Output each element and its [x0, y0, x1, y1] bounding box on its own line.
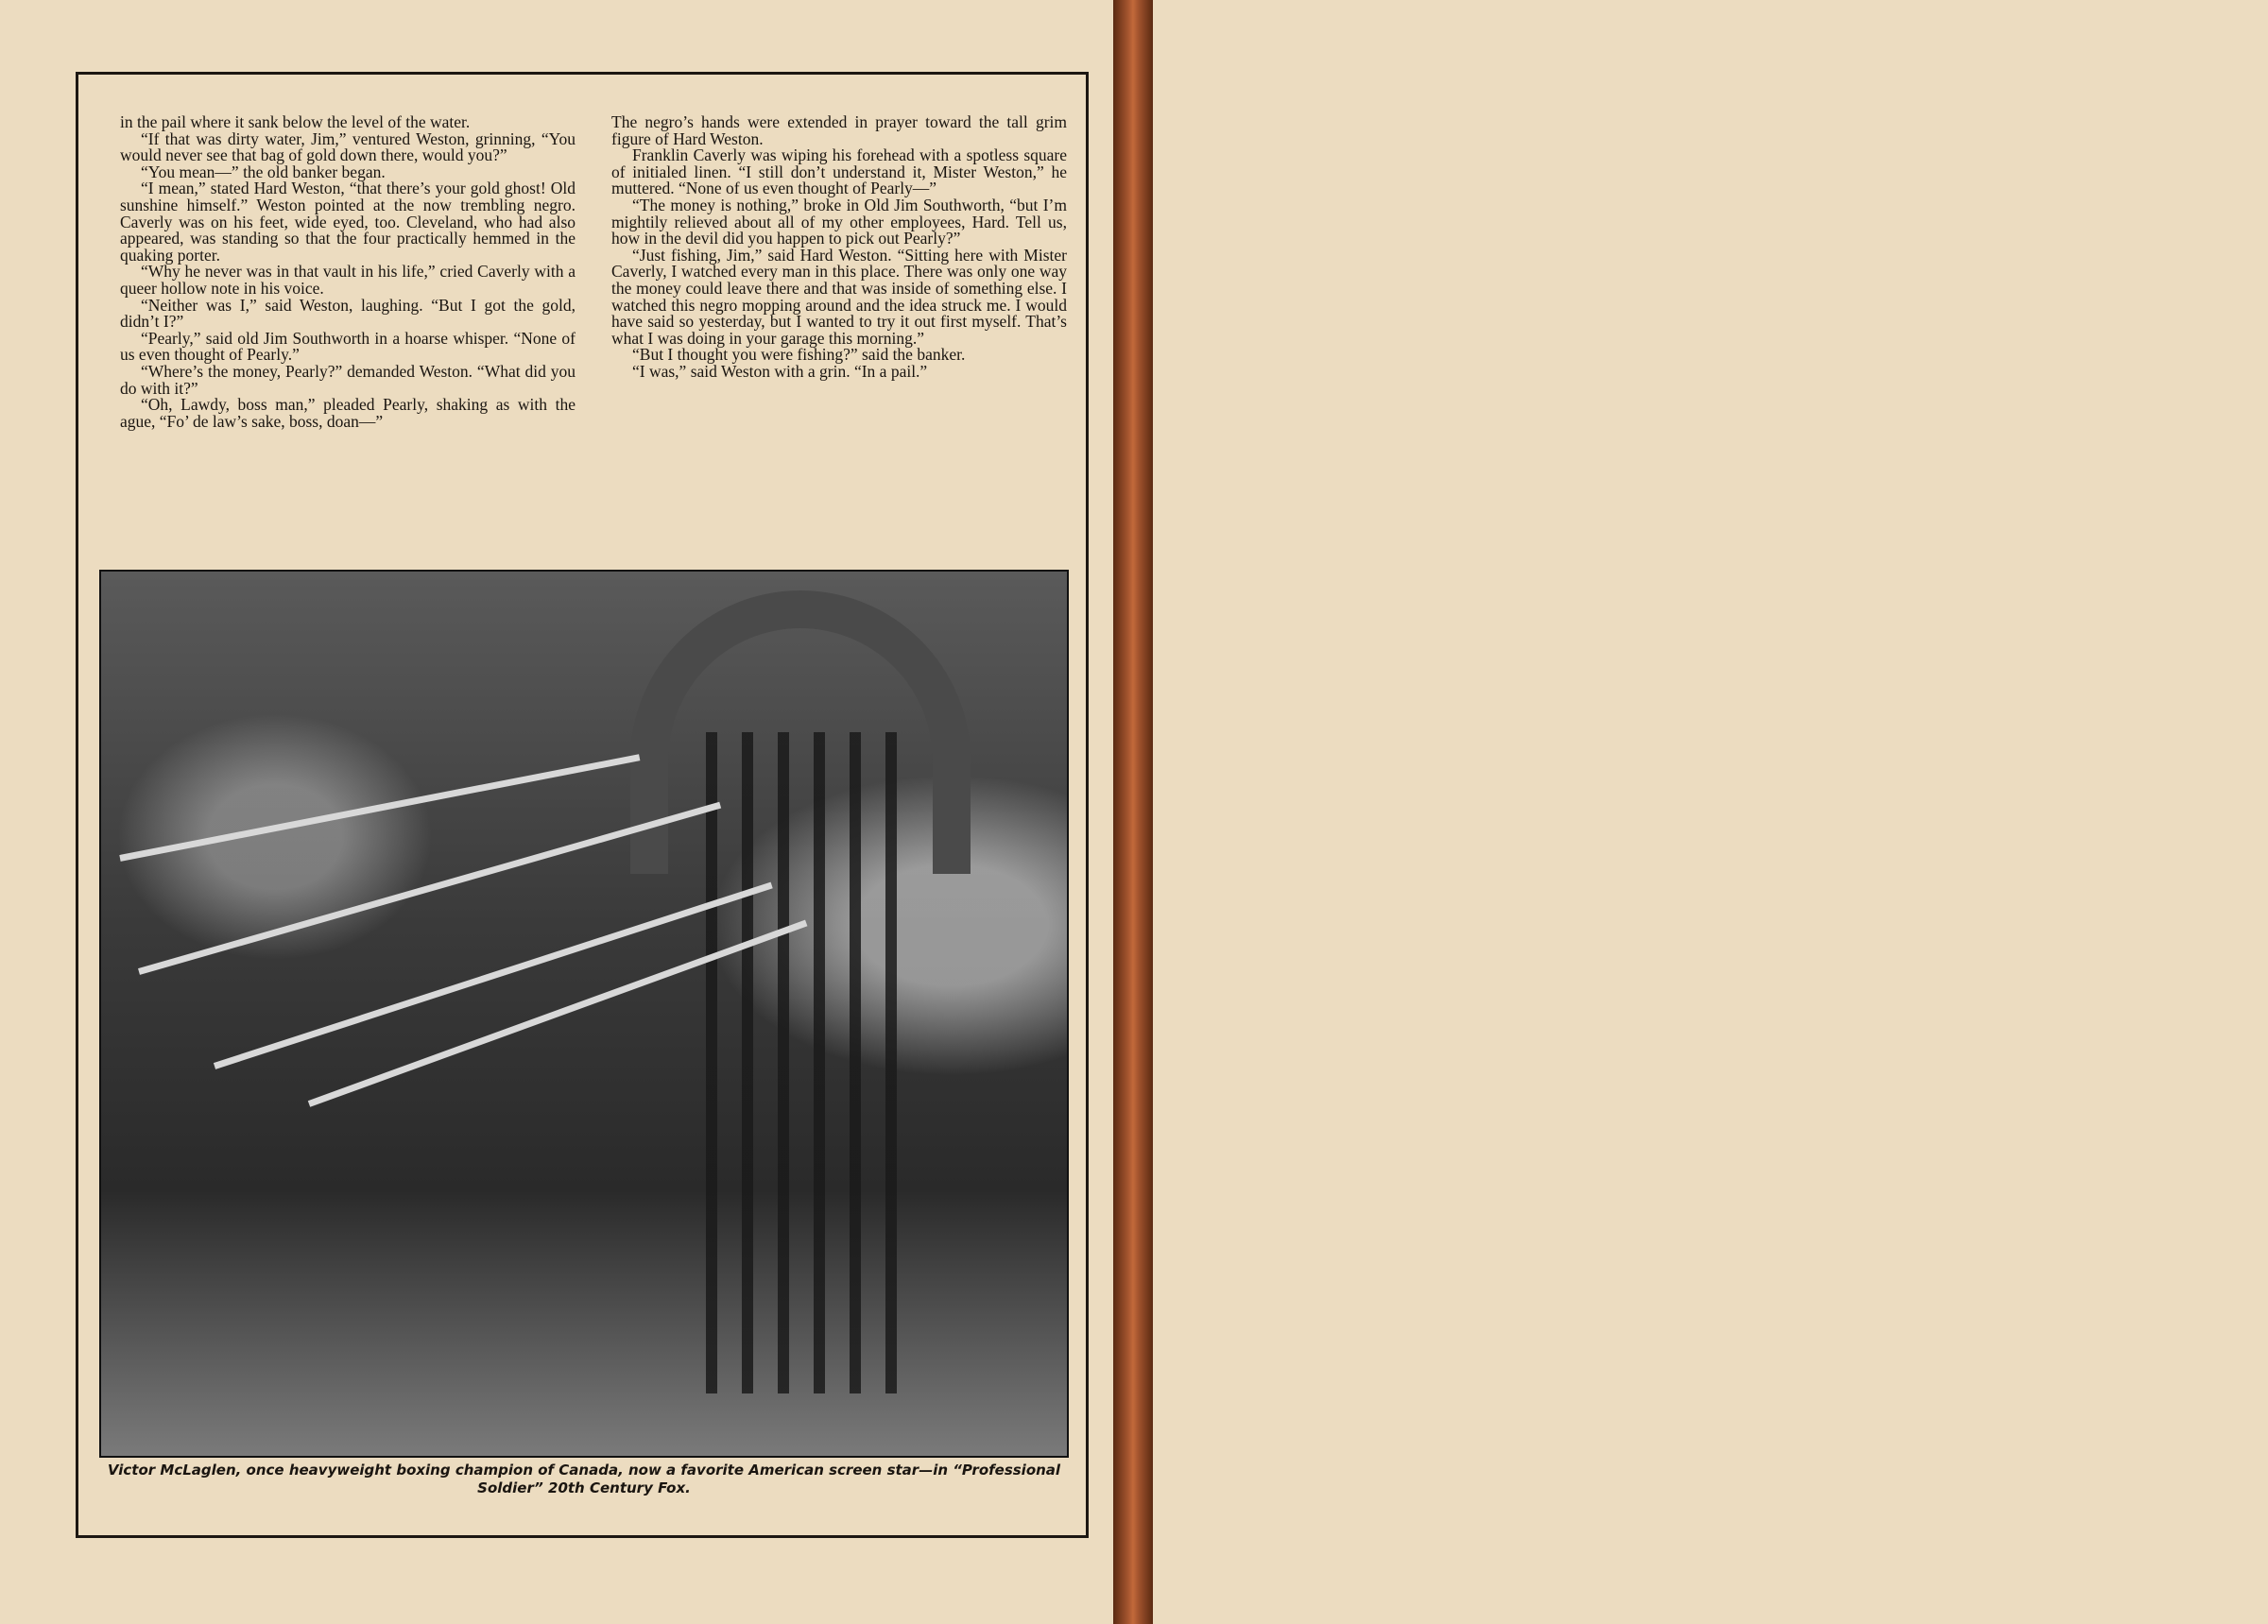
story-column-1	[120, 114, 576, 430]
left-page-frame	[76, 72, 1089, 1538]
story-paragraph: The negro’s hands were extended in prayer toward the tall grim figure of Hard Weston.	[611, 112, 1067, 148]
story-column-2	[611, 114, 1067, 381]
story-paragraph: “Why he never was in that vault in his life,” cried Caverly with a queer hollow note in his voice.	[120, 262, 576, 298]
left-photo-caption: Victor McLaglen, once heavyweight boxing champion of Canada, now a favorite American screen star—in “Professional Soldier” 20th Century Fox.	[107, 1462, 1061, 1496]
story-paragraph: “Pearly,” said old Jim Southworth in a hoarse whisper. “None of us even thought of Pearly.”	[120, 328, 576, 365]
story-paragraph: “You mean—” the old banker began.	[141, 162, 386, 181]
story-paragraph: “But I thought you were fishing?” said the banker.	[632, 345, 966, 365]
story-paragraph: Franklin Caverly was wiping his forehead with a spotless square of initialed linen. “I still don’t understand it, Mister Weston,” he muttered. “None of us even thought of Pearly—”	[611, 145, 1067, 198]
story-paragraph: “Just fishing, Jim,” said Hard Weston. “Sitting here with Mister Caverly, I watched every man in this place. There was only one way the money could leave there and that was inside of something else. I watched this negro mopping around and the idea struck me. I would have said so yesterday, but I wanted to try it out first myself. That’s what I was doing in your garage this morning.”	[611, 245, 1067, 348]
book-gutter	[1113, 0, 1153, 1624]
story-paragraph: “Where’s the money, Pearly?” demanded Weston. “What did you do with it?”	[120, 361, 576, 398]
right-page	[1153, 0, 2268, 1624]
story-paragraph: “Neither was I,” said Weston, laughing. “But I got the gold, didn’t I?”	[120, 295, 576, 332]
cell-bars	[706, 732, 904, 1393]
story-paragraph: in the pail where it sank below the level of the water.	[120, 112, 471, 131]
story-paragraph: “I was,” said Weston with a grin. “In a pail.”	[632, 361, 928, 381]
left-page	[0, 0, 1113, 1624]
soldiers-at-cell-photo	[99, 570, 1069, 1458]
story-paragraph: “The money is nothing,” broke in Old Jim Southworth, “but I’m mightily relieved about all of my other employees, Hard. Tell us, how in the devil did you happen to pick out Pearly?”	[611, 195, 1067, 248]
bayonet-rifle	[214, 882, 773, 1069]
story-paragraph: “Oh, Lawdy, boss man,” pleaded Pearly, shaking as with the ague, “Fo’ de law’s sake, boss, doan—”	[120, 395, 576, 431]
bayonet-rifle	[119, 754, 640, 862]
story-paragraph: “If that was dirty water, Jim,” ventured Weston, grinning, “You would never see that bag of gold down there, would you?”	[120, 128, 576, 165]
bayonet-rifle	[138, 802, 721, 975]
story-paragraph: “I mean,” stated Hard Weston, “that there’s your gold ghost! Old sunshine himself.” Weston pointed at the now trembling negro. Caverly was on his feet, wide eyed, too. Cleveland, who had also appeared, was standing so that the four practically hemmed in the quaking porter.	[120, 179, 576, 265]
